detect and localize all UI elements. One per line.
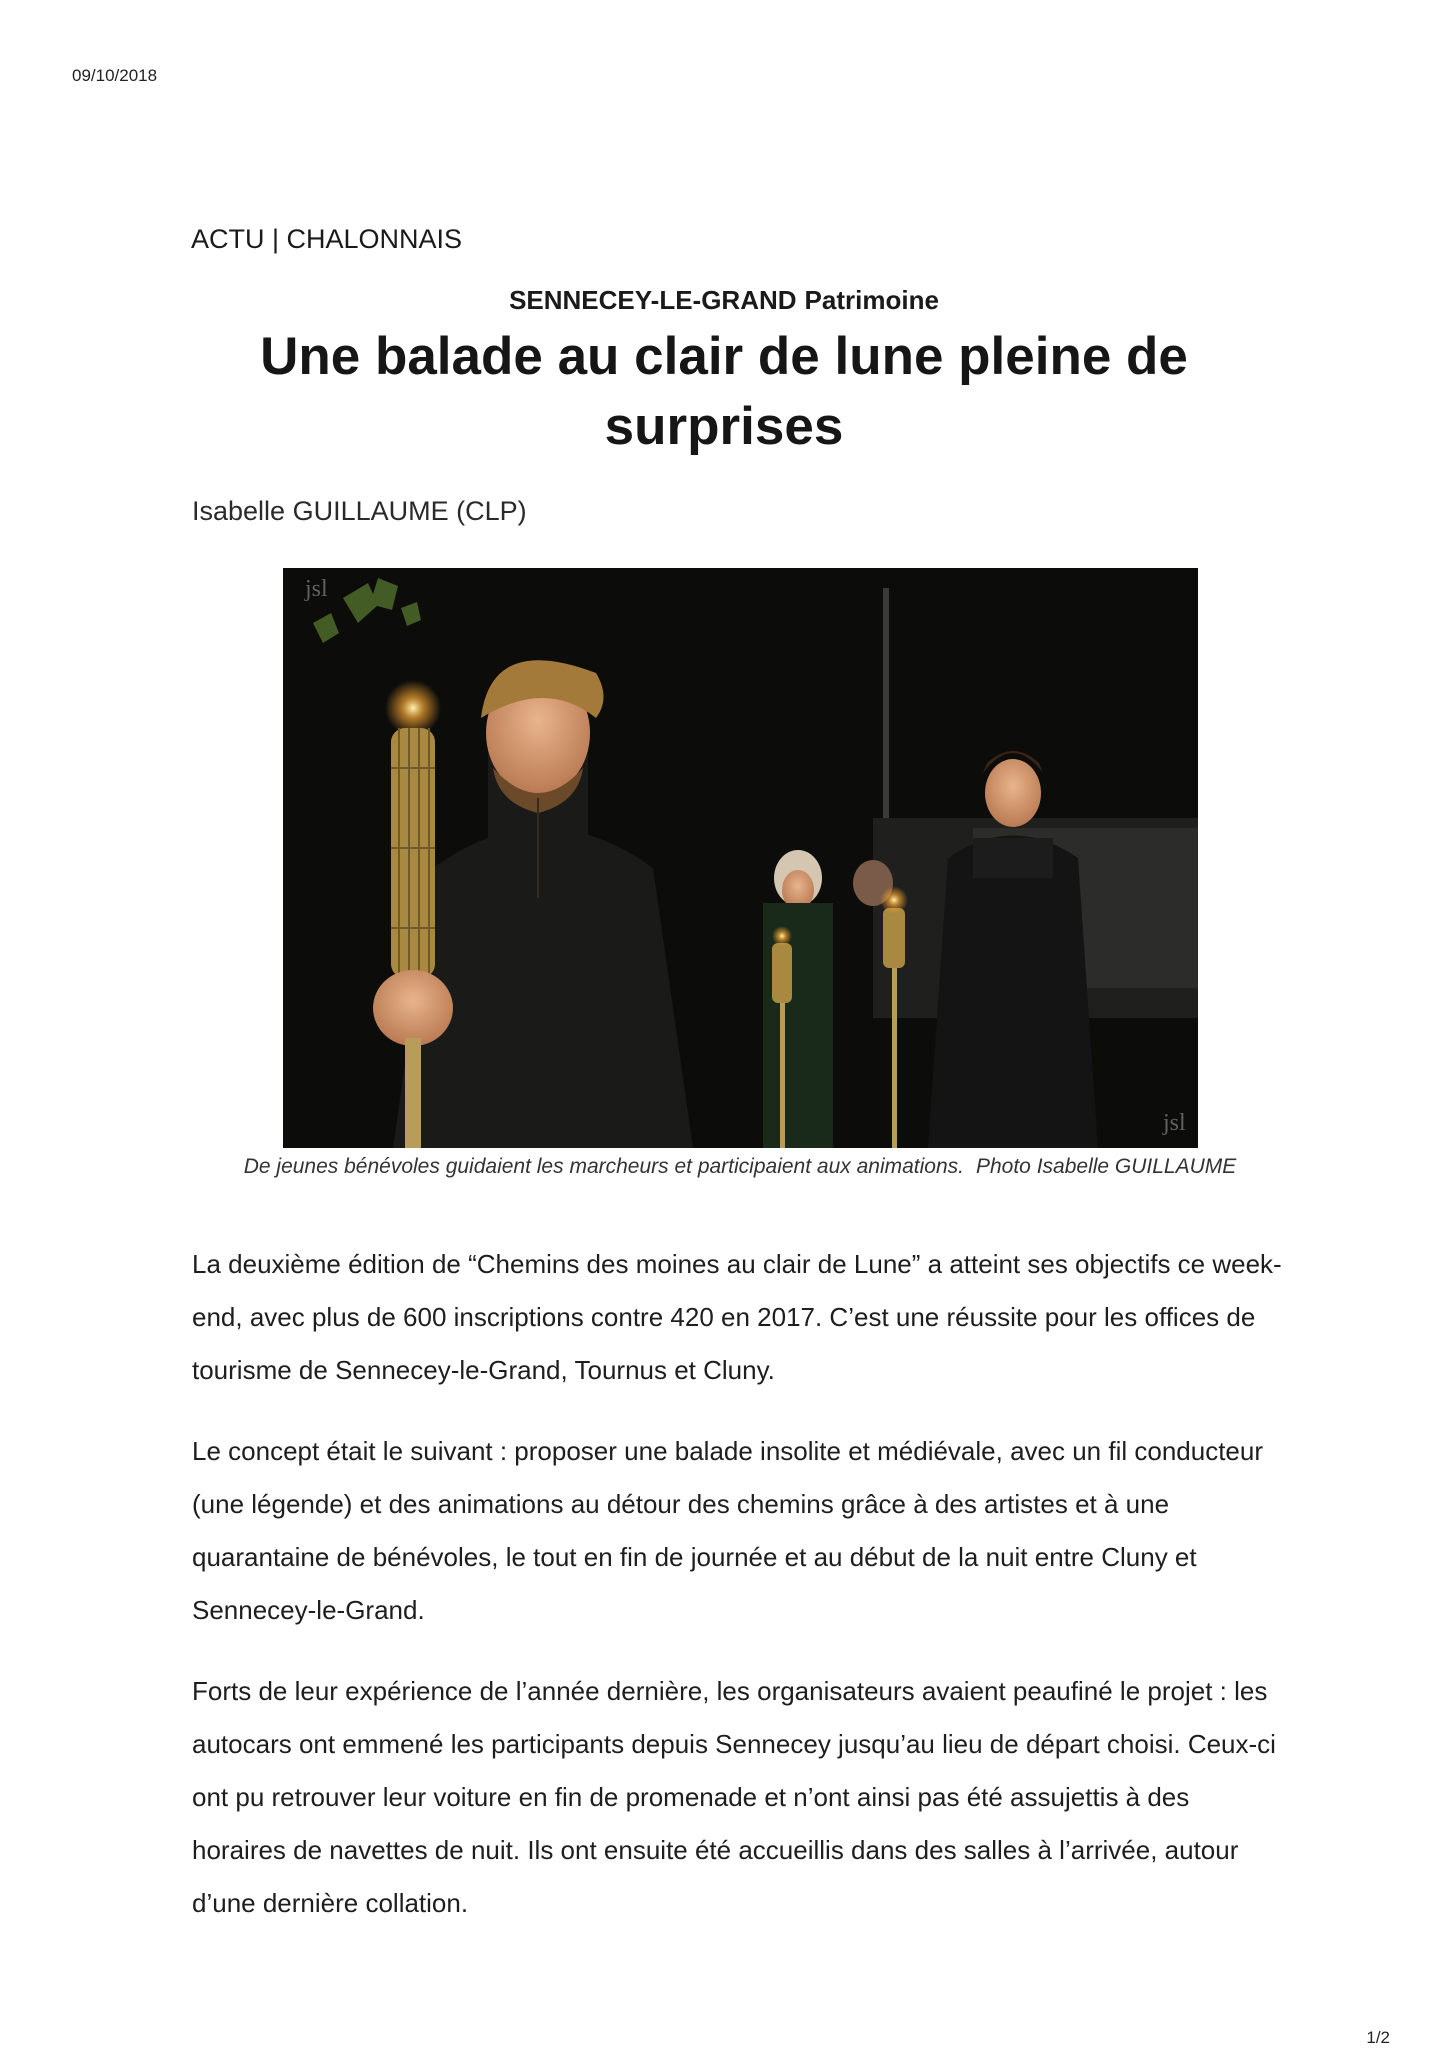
article-paragraph: Le concept était le suivant : proposer une balade insolite et médiévale, avec un fil conducteur (une légende) et des animations au détour des chemins grâce à des artistes et à une quarantaine de bénévoles, le tout en fin de journée et au début de la nuit entre Cluny et Sennecey-le-Grand. (192, 1436, 1264, 1625)
photo-watermark-bottom: jsl (1163, 1110, 1186, 1136)
kicker-topic: Patrimoine (804, 285, 939, 315)
section-label: ACTU | CHALONNAIS (191, 224, 463, 254)
article-photo (283, 568, 1198, 1148)
night-procession-illustration (283, 568, 1198, 1148)
article-paragraph: Forts de leur expérience de l’année dernière, les organisateurs avaient peaufiné le projet : les autocars ont emmené les participants depuis Sennecey jusqu’au lieu de départ choisi. Ceux-ci ont pu retrouver leur voiture en fin de promenade et n’ont ainsi pas été assujettis à des horaires de navettes de nuit. Ils ont ensuite été accueillis dans des salles à l’arrivée, autour d’une dernière collation. (192, 1676, 1276, 1918)
article-body (192, 1238, 1282, 1958)
page-number: 1/2 (1366, 2028, 1390, 2047)
photo-watermark-top: jsl (305, 576, 328, 602)
article-kicker (0, 285, 1448, 316)
article-headline: Une balade au clair de lune pleine de surprises (260, 327, 1188, 456)
print-date: 09/10/2018 (72, 66, 158, 85)
photo-caption-text: De jeunes bénévoles guidaient les marcheurs et participaient aux animations. (243, 1155, 964, 1178)
photo-caption (240, 1153, 1240, 1180)
article-author: Isabelle GUILLAUME (CLP) (192, 496, 527, 526)
article-paragraph: La deuxième édition de “Chemins des moines au clair de Lune” a atteint ses objectifs ce week-end, avec plus de 600 inscriptions contre 420 en 2017. C’est une réussite pour les offices de tourisme de Sennecey-le-Grand, Tournus et Cluny. (192, 1249, 1282, 1385)
photo-credit: Photo Isabelle GUILLAUME (975, 1155, 1237, 1178)
kicker-place: SENNECEY-LE-GRAND (509, 285, 797, 315)
